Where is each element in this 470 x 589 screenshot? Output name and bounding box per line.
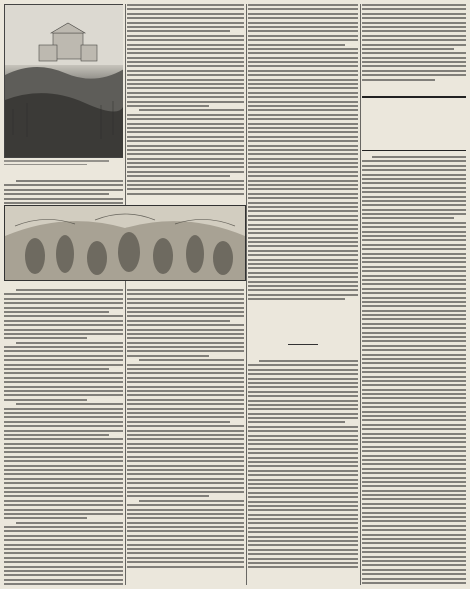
column-rule — [246, 4, 247, 585]
column-4 — [362, 4, 466, 585]
festspielhaus-photo — [4, 4, 123, 158]
column-1 — [4, 4, 123, 585]
feuilleton-header — [362, 96, 466, 151]
article-text-column-3-upper — [248, 4, 358, 303]
photo-caption — [4, 160, 123, 170]
article-text-column-2-upper — [127, 4, 244, 197]
column-rule — [360, 4, 361, 585]
column-rule — [125, 4, 126, 585]
article-text-column-3 — [248, 360, 358, 571]
section-heading — [248, 348, 358, 356]
article-text-column-4 — [362, 156, 466, 585]
column-3 — [248, 4, 358, 585]
article-text-column-2 — [127, 289, 244, 570]
article-text-column-1 — [4, 289, 123, 585]
festspielhaus-illustration — [5, 5, 123, 157]
column-2 — [127, 4, 244, 585]
section-divider — [288, 344, 318, 345]
article-text-column-4-upper — [362, 4, 466, 83]
